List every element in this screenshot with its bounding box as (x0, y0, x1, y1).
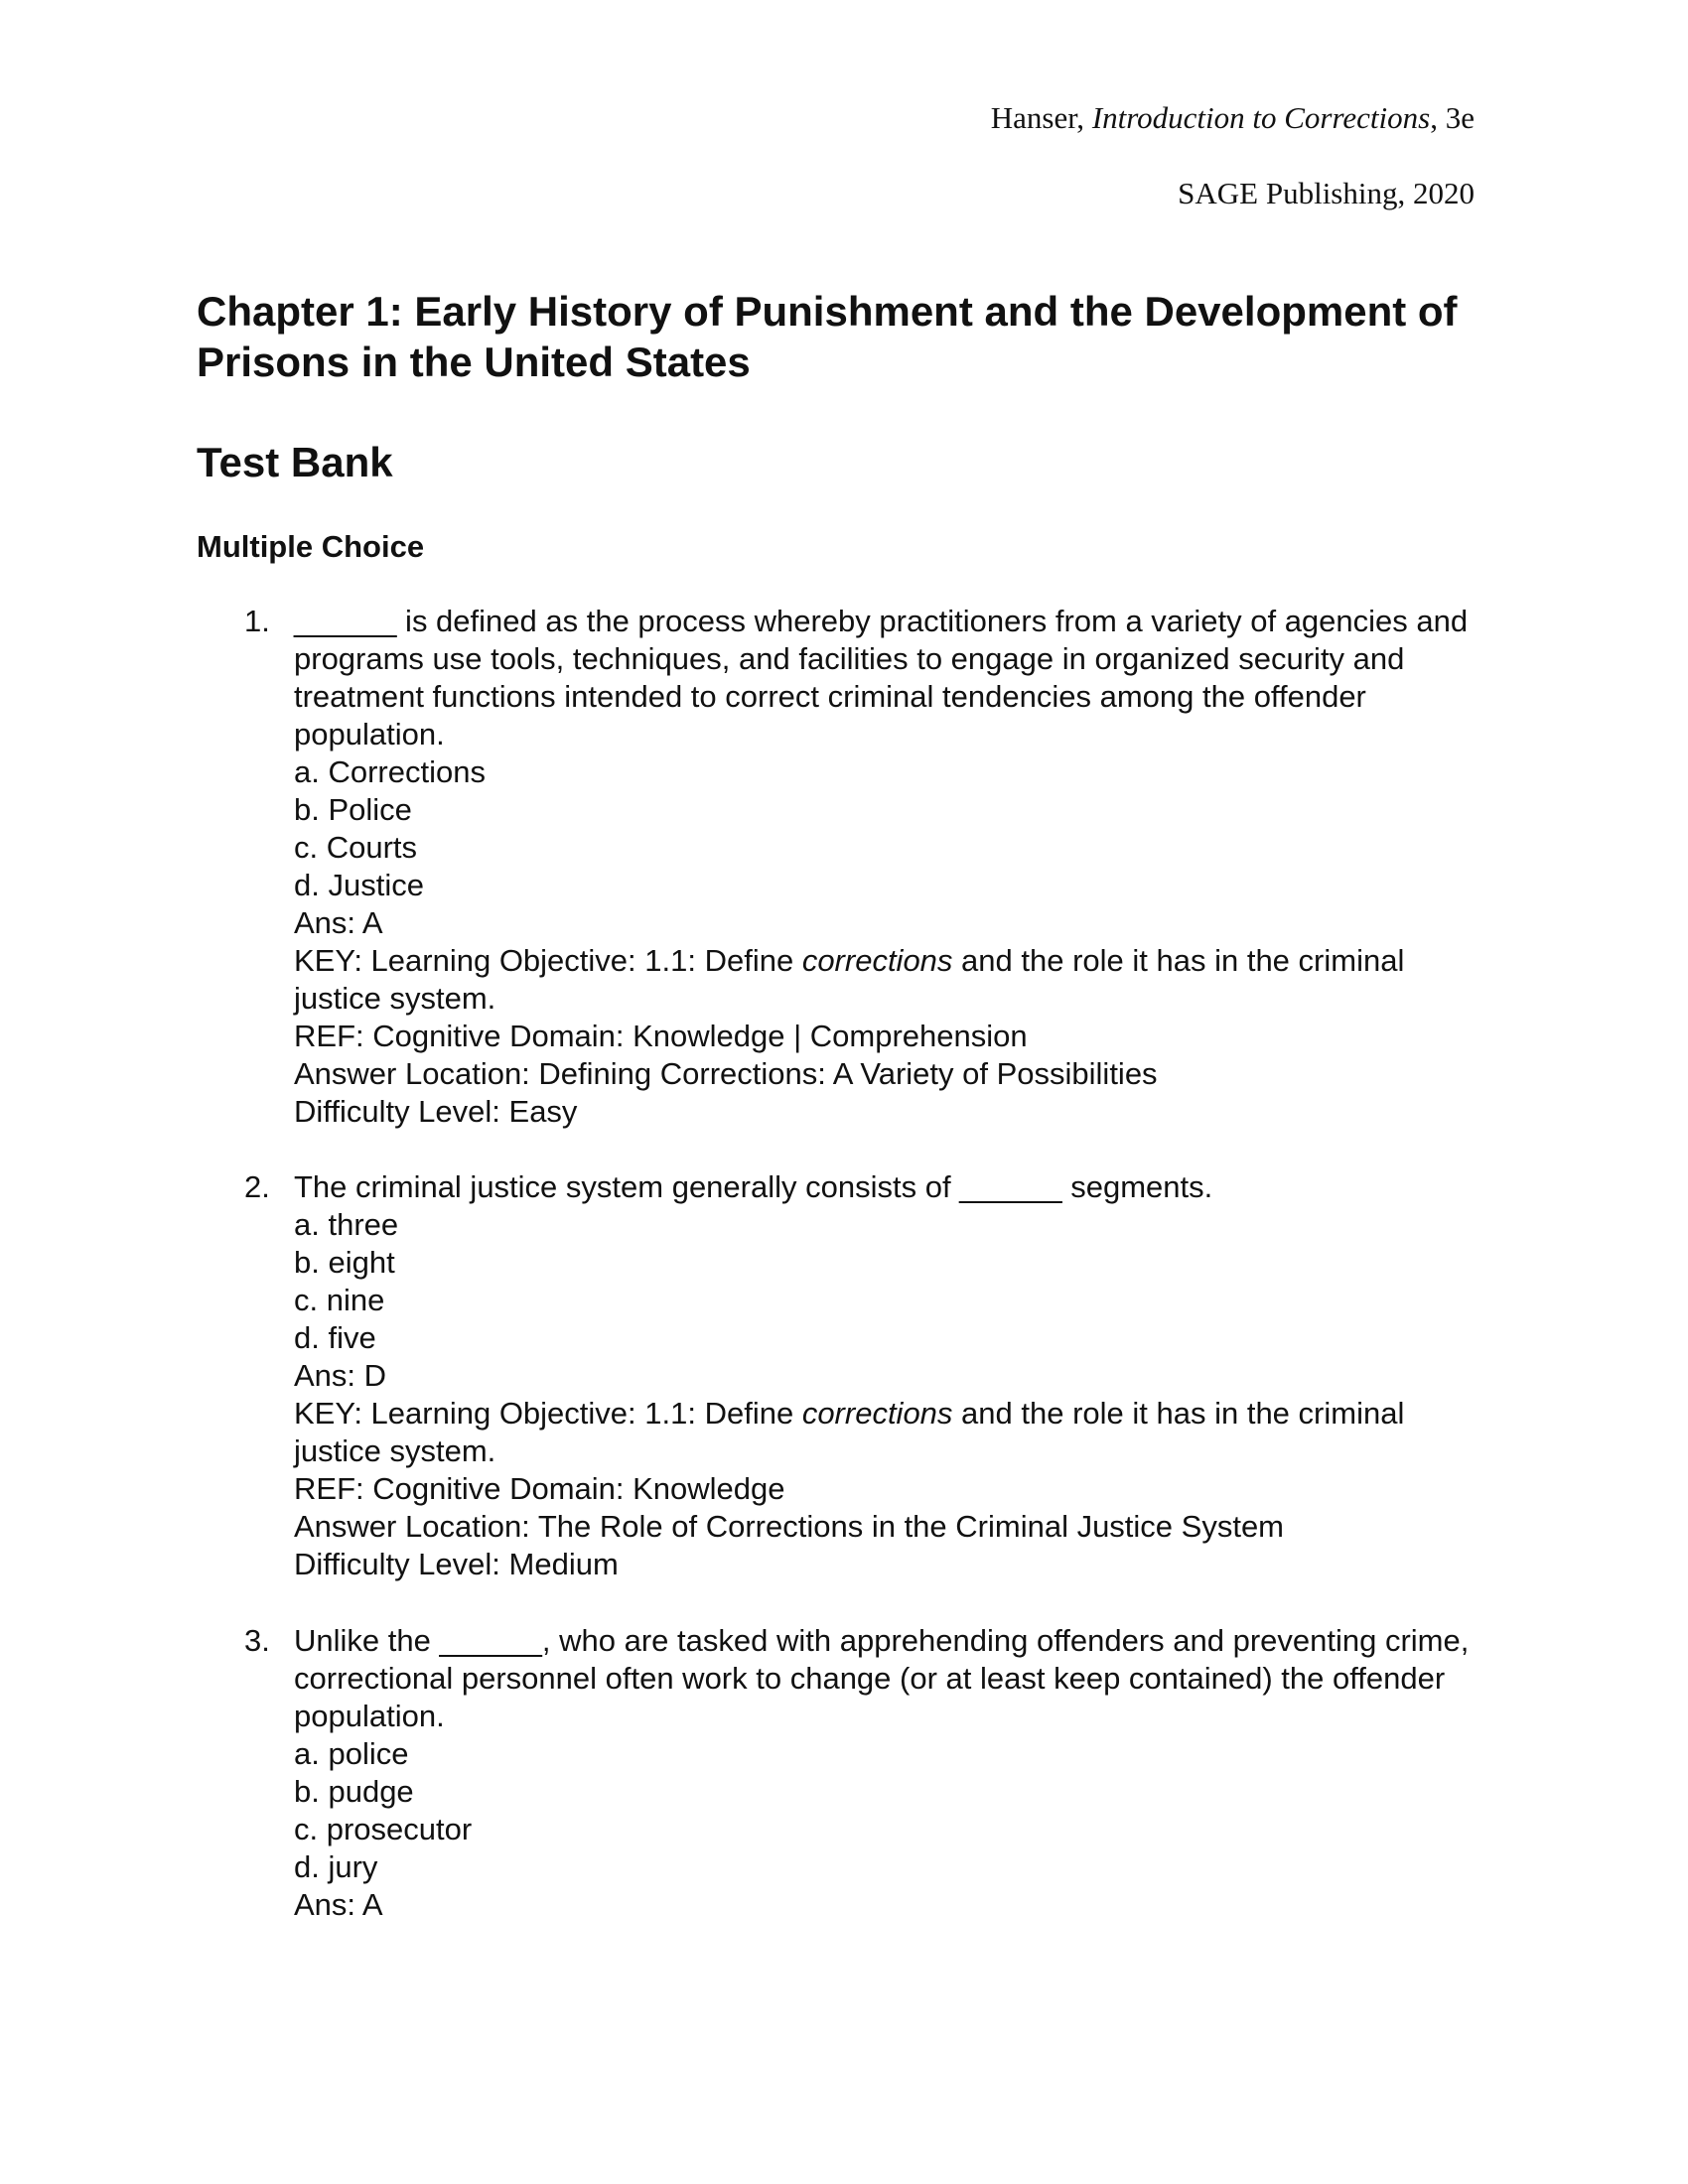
option-d: d. jury (294, 1849, 378, 1884)
difficulty-level: Difficulty Level: Easy (294, 1094, 578, 1129)
option-d: d. Justice (294, 868, 424, 902)
option-d: d. five (294, 1320, 376, 1355)
cognitive-domain-ref: REF: Cognitive Domain: Knowledge | Comprehension (294, 1019, 1028, 1053)
question-text: The criminal justice system generally consists of ______ segments. (294, 1169, 1213, 1204)
chapter-title: Chapter 1: Early History of Punishment and the Development of Prisons in the United States (197, 288, 1458, 385)
question-number: 1. (244, 604, 270, 638)
difficulty-level: Difficulty Level: Medium (294, 1547, 619, 1581)
question-text: Unlike the ______, who are tasked with apprehending offenders and preventing crime, correctional personnel often work to change (or at least keep contained) the offender population. (294, 1623, 1470, 1733)
key-suffix: and the role it has in the criminal justice system. (294, 943, 1405, 1016)
option-a: a. Corrections (294, 754, 486, 789)
running-header-publisher: SAGE Publishing, 2020 (1178, 176, 1475, 210)
option-a: a. police (294, 1736, 409, 1771)
header-edition: , 3e (1430, 100, 1475, 135)
header-author: Hanser, (990, 100, 1092, 135)
key-prefix: KEY: Learning Objective: 1.1: Define (294, 943, 802, 978)
answer: Ans: A (294, 1887, 383, 1922)
key-term: corrections (801, 943, 953, 978)
option-c: c. nine (294, 1283, 385, 1317)
option-a: a. three (294, 1207, 399, 1242)
question-stem (244, 1168, 1505, 1206)
question-stem (244, 1622, 1505, 1735)
question-number: 3. (244, 1623, 270, 1658)
option-c: c. Courts (294, 830, 418, 865)
running-header-citation (991, 99, 1475, 137)
question-2 (244, 1168, 1505, 1583)
question-stem (244, 603, 1505, 753)
cognitive-domain-ref: REF: Cognitive Domain: Knowledge (294, 1471, 785, 1506)
learning-objective-key (294, 1395, 1416, 1470)
test-bank-title: Test Bank (197, 439, 393, 485)
question-text: ______ is defined as the process whereby practitioners from a variety of agencies and programs use tools, techniques, and facilities to engage in organized security and treatment functions intended to correct criminal tendencies among the offender population. (294, 604, 1469, 751)
answer-location: Answer Location: Defining Corrections: A Variety of Possibilities (294, 1056, 1158, 1091)
learning-objective-key (294, 942, 1416, 1018)
section-title-multiple-choice: Multiple Choice (197, 529, 425, 564)
answer-location: Answer Location: The Role of Corrections in the Criminal Justice System (294, 1509, 1285, 1544)
answer: Ans: D (294, 1358, 387, 1393)
option-b: b. eight (294, 1245, 395, 1280)
key-term: corrections (801, 1396, 953, 1431)
key-prefix: KEY: Learning Objective: 1.1: Define (294, 1396, 802, 1431)
question-3 (244, 1622, 1505, 1924)
question-1 (244, 603, 1505, 1131)
option-b: b. pudge (294, 1774, 414, 1809)
answer: Ans: A (294, 905, 383, 940)
option-c: c. prosecutor (294, 1812, 473, 1846)
header-book-title: Introduction to Corrections (1091, 100, 1431, 135)
option-b: b. Police (294, 792, 412, 827)
question-number: 2. (244, 1169, 270, 1204)
key-suffix: and the role it has in the criminal justice system. (294, 1396, 1405, 1468)
